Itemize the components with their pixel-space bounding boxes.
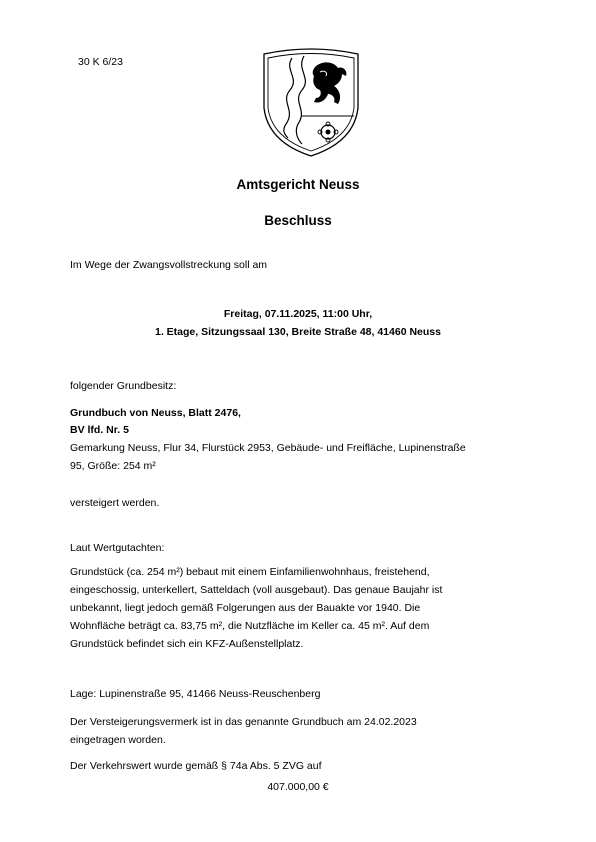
court-name: Amtsgericht Neuss	[236, 177, 360, 192]
bv-line: BV lfd. Nr. 5	[70, 424, 129, 436]
appraisal-line: Grundstück befindet sich ein KFZ-Außenstellplatz.	[70, 638, 304, 650]
property-location: Lage: Lupinenstraße 95, 41466 Neuss-Reuschenberg	[70, 688, 321, 700]
intro-text: Im Wege der Zwangsvollstreckung soll am	[70, 259, 268, 271]
auction-date: Freitag, 07.11.2025, 11:00 Uhr,	[223, 308, 373, 320]
document-title: Beschluss	[264, 213, 332, 228]
registration-line-2: eingetragen worden.	[70, 734, 166, 746]
market-value: 407.000,00 €	[267, 781, 329, 793]
land-register-line: Grundbuch von Neuss, Blatt 2476,	[70, 407, 241, 419]
auction-location: 1. Etage, Sitzungssaal 130, Breite Straße 48, 41460 Neuss	[155, 326, 441, 338]
appraisal-heading: Laut Wertgutachten:	[70, 542, 165, 554]
parcel-line-2: 95, Größe: 254 m²	[70, 460, 156, 472]
appraisal-line: unbekannt, liegt jedoch gemäß Folgerungen aus der Bauakte vor 1940. Die	[70, 602, 421, 614]
appraisal-line: Grundstück (ca. 254 m²) bebaut mit einem Einfamilienwohnhaus, freistehend,	[70, 566, 430, 578]
nrw-coat-of-arms-icon	[254, 46, 368, 160]
appraisal-line: eingeschossig, unterkellert, Satteldach (voll ausgebaut). Das genaue Baujahr ist	[70, 584, 443, 596]
appraisal-paragraph	[70, 563, 540, 653]
registration-line-1: Der Versteigerungsvermerk ist in das genannte Grundbuch am 24.02.2023	[70, 716, 417, 728]
market-value-intro: Der Verkehrswert wurde gemäß § 74a Abs. 5 ZVG auf	[70, 760, 322, 772]
appraisal-line: Wohnfläche beträgt ca. 83,75 m², die Nutzfläche im Keller ca. 45 m². Auf dem	[70, 620, 430, 632]
parcel-line-1: Gemarkung Neuss, Flur 34, Flurstück 2953, Gebäude- und Freifläche, Lupinenstraße	[70, 442, 466, 454]
case-number: 30 K 6/23	[78, 56, 123, 68]
property-intro: folgender Grundbesitz:	[70, 380, 177, 392]
auction-statement: versteigert werden.	[70, 497, 160, 509]
